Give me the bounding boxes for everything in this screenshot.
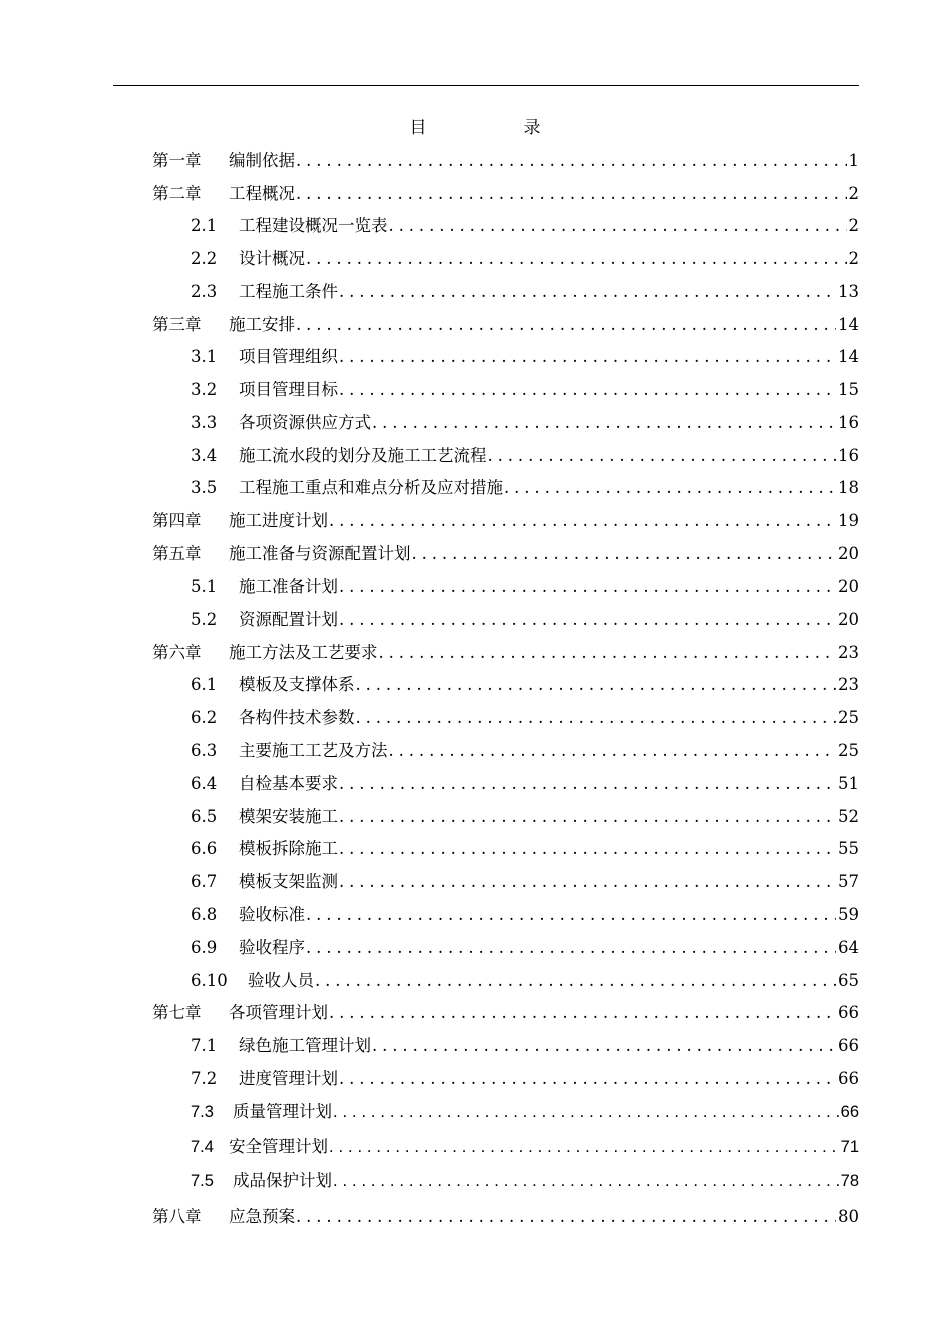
toc-entry-page: 20 (838, 610, 859, 629)
dot-leader (332, 1099, 839, 1125)
dot-leader (338, 771, 836, 797)
dot-leader (314, 968, 836, 994)
toc-entry-number: 6.3 (191, 741, 218, 760)
toc-entry-number: 6.5 (191, 807, 218, 826)
toc-entry-chapter-5[interactable] (152, 541, 859, 567)
dot-leader (355, 705, 837, 731)
toc-entry-number: 第一章 (152, 151, 202, 170)
toc-entry-number: 第五章 (152, 544, 202, 563)
toc-entry-page: 52 (838, 807, 859, 826)
toc-entry-page: 66 (838, 1036, 859, 1055)
toc-entry-page: 78 (840, 1172, 859, 1190)
toc-entry-page: 1 (848, 151, 859, 170)
toc-entry-title: 施工方法及工艺要求 (229, 643, 378, 662)
dot-leader (305, 902, 836, 928)
dot-leader (338, 869, 836, 895)
toc-entry-section-6-6[interactable] (191, 836, 859, 862)
toc-entry-page: 59 (838, 905, 859, 924)
dot-leader (378, 640, 837, 666)
toc-entry-page: 64 (838, 938, 859, 957)
toc-entry-title: 质量管理计划 (233, 1103, 332, 1121)
toc-entry-chapter-4[interactable] (152, 508, 859, 534)
toc-entry-number: 第六章 (152, 643, 202, 662)
toc-entry-section-6-4[interactable] (191, 771, 859, 797)
toc-entry-page: 14 (838, 347, 859, 366)
toc-entry-page: 25 (838, 741, 859, 760)
toc-entry-page: 20 (838, 544, 859, 563)
toc-entry-number: 6.10 (191, 971, 228, 990)
toc-entry-page: 2 (848, 249, 859, 268)
dot-leader (295, 148, 847, 174)
toc-entry-section-6-3[interactable] (191, 738, 859, 764)
toc-entry-title: 各构件技术参数 (239, 708, 355, 727)
toc-entry-page: 55 (838, 839, 859, 858)
dot-leader (338, 1066, 836, 1092)
dot-leader (338, 804, 836, 830)
toc-entry-number: 6.7 (191, 872, 218, 891)
dot-leader (371, 1033, 836, 1059)
dot-leader (332, 1168, 839, 1194)
toc-entry-section-7-1[interactable] (191, 1033, 859, 1059)
toc-entry-number: 7.3 (191, 1103, 214, 1121)
header-rule (113, 85, 859, 86)
toc-entry-page: 71 (840, 1138, 859, 1156)
toc-entry-section-6-5[interactable] (191, 804, 859, 830)
toc-entry-title: 工程建设概况一览表 (239, 216, 388, 235)
toc-entry-chapter-6[interactable] (152, 640, 859, 666)
dot-leader (503, 475, 836, 501)
toc-entry-number: 6.1 (191, 675, 218, 694)
toc-entry-section-7-5[interactable] (191, 1168, 859, 1194)
toc-entry-number: 6.4 (191, 774, 218, 793)
toc-entry-title: 模板支架监测 (239, 872, 338, 891)
dot-leader (355, 672, 837, 698)
dot-leader (338, 377, 836, 403)
dot-leader (328, 508, 836, 534)
dot-leader (295, 181, 847, 207)
toc-entry-title: 模架安装施工 (239, 807, 338, 826)
toc-entry-number: 7.2 (191, 1069, 218, 1088)
toc-entry-page: 66 (838, 1003, 859, 1022)
toc-entry-section-7-2[interactable] (191, 1066, 859, 1092)
toc-entry-title: 进度管理计划 (239, 1069, 338, 1088)
toc-entry-title: 模板拆除施工 (239, 839, 338, 858)
toc-entry-number: 6.9 (191, 938, 218, 957)
toc-entry-section-6-2[interactable] (191, 705, 859, 731)
toc-entry-number: 2.1 (191, 216, 218, 235)
toc-entry-section-5-2[interactable] (191, 607, 859, 633)
toc-entry-page: 13 (838, 282, 859, 301)
toc-entry-title: 编制依据 (229, 151, 295, 170)
toc-entry-chapter-3[interactable] (152, 312, 859, 338)
toc-entry-section-6-8[interactable] (191, 902, 859, 928)
toc-entry-number: 6.2 (191, 708, 218, 727)
toc-entry-title: 工程施工条件 (239, 282, 338, 301)
toc-entry-number: 3.2 (191, 380, 218, 399)
toc-entry-number: 2.3 (191, 282, 218, 301)
dot-leader (338, 344, 836, 370)
toc-entry-section-6-1[interactable] (191, 672, 859, 698)
toc-entry-page: 23 (838, 643, 859, 662)
toc-entry-title: 施工准备与资源配置计划 (229, 544, 411, 563)
toc-entry-title: 工程概况 (229, 184, 295, 203)
toc-entry-chapter-7[interactable] (152, 1000, 859, 1026)
toc-entry-number: 6.6 (191, 839, 218, 858)
dot-leader (295, 1204, 836, 1230)
toc-entry-section-3-3[interactable] (191, 410, 859, 436)
toc-entry-title: 项目管理目标 (239, 380, 338, 399)
toc-entry-number: 第二章 (152, 184, 202, 203)
toc-entry-title: 施工准备计划 (239, 577, 338, 596)
toc-entry-number: 3.4 (191, 446, 218, 465)
toc-entry-title: 自检基本要求 (239, 774, 338, 793)
toc-entry-number: 2.2 (191, 249, 218, 268)
toc-entry-section-6-9[interactable] (191, 935, 859, 961)
toc-entry-title: 施工安排 (229, 315, 295, 334)
toc-entry-number: 5.2 (191, 610, 218, 629)
dot-leader (388, 738, 837, 764)
dot-leader (305, 246, 847, 272)
toc-entry-chapter-2[interactable] (152, 181, 859, 207)
toc-entry-page: 57 (838, 872, 859, 891)
toc-entry-page: 80 (838, 1207, 859, 1226)
toc-entry-section-5-1[interactable] (191, 574, 859, 600)
toc-entry-section-3-4[interactable] (191, 443, 859, 469)
dot-leader (328, 1000, 836, 1026)
dot-leader (338, 279, 836, 305)
toc-entry-page: 19 (838, 511, 859, 530)
toc-entry-page: 51 (838, 774, 859, 793)
toc-entry-title: 验收人员 (248, 971, 314, 990)
dot-leader (411, 541, 837, 567)
toc-entry-number: 第四章 (152, 511, 202, 530)
toc-entry-title: 施工流水段的划分及施工工艺流程 (239, 446, 487, 465)
toc-entry-title: 主要施工工艺及方法 (239, 741, 388, 760)
toc-entry-section-3-1[interactable] (191, 344, 859, 370)
dot-leader (295, 312, 836, 338)
dot-leader (487, 443, 837, 469)
toc-entry-number: 3.1 (191, 347, 218, 366)
toc-entry-section-3-2[interactable] (191, 377, 859, 403)
toc-entry-number: 7.4 (191, 1138, 214, 1156)
toc-entry-chapter-8[interactable] (152, 1204, 859, 1230)
dot-leader (328, 1134, 839, 1160)
toc-entry-number: 7.5 (191, 1172, 214, 1190)
toc-entry-section-7-4[interactable] (191, 1134, 859, 1160)
toc-entry-page: 66 (838, 1069, 859, 1088)
toc-entry-section-2-2[interactable] (191, 246, 859, 272)
toc-entry-page: 18 (838, 478, 859, 497)
toc-entry-page: 14 (838, 315, 859, 334)
toc-entry-page: 2 (848, 216, 859, 235)
toc-title: 目 录 (409, 118, 581, 138)
toc-entry-title: 成品保护计划 (233, 1172, 332, 1190)
toc-entry-section-6-10[interactable] (191, 968, 859, 994)
toc-entry-title: 验收标准 (239, 905, 305, 924)
toc-entry-number: 第三章 (152, 315, 202, 334)
dot-leader (338, 607, 836, 633)
dot-leader (305, 935, 836, 961)
toc-entry-section-7-3[interactable] (191, 1099, 859, 1125)
toc-entry-title: 各项管理计划 (229, 1003, 328, 1022)
toc-entry-title: 资源配置计划 (239, 610, 338, 629)
toc-entry-title: 施工进度计划 (229, 511, 328, 530)
toc-entry-page: 25 (838, 708, 859, 727)
dot-leader (371, 410, 836, 436)
toc-entry-section-3-5[interactable] (191, 475, 859, 501)
toc-entry-number: 3.5 (191, 478, 218, 497)
toc-entry-page: 20 (838, 577, 859, 596)
toc-entry-page: 16 (838, 413, 859, 432)
toc-entry-title: 设计概况 (239, 249, 305, 268)
toc-entry-section-6-7[interactable] (191, 869, 859, 895)
toc-entry-title: 验收程序 (239, 938, 305, 957)
toc-entry-title: 工程施工重点和难点分析及应对措施 (239, 478, 503, 497)
toc-entry-number: 7.1 (191, 1036, 218, 1055)
toc-entry-number: 第七章 (152, 1003, 202, 1022)
toc-entry-page: 16 (838, 446, 859, 465)
toc-entry-number: 3.3 (191, 413, 218, 432)
toc-entry-page: 66 (840, 1103, 859, 1121)
dot-leader (388, 213, 847, 239)
toc-entry-title: 安全管理计划 (229, 1138, 328, 1156)
toc-entry-chapter-1[interactable] (152, 148, 859, 174)
toc-entry-page: 15 (838, 380, 859, 399)
toc-entry-page: 23 (838, 675, 859, 694)
dot-leader (338, 574, 836, 600)
toc-entry-page: 2 (848, 184, 859, 203)
toc-entry-page: 65 (838, 971, 859, 990)
toc-entry-title: 绿色施工管理计划 (239, 1036, 371, 1055)
toc-entry-title: 模板及支撑体系 (239, 675, 355, 694)
dot-leader (338, 836, 836, 862)
toc-entry-number: 5.1 (191, 577, 218, 596)
toc-entry-number: 6.8 (191, 905, 218, 924)
toc-entry-title: 应急预案 (229, 1207, 295, 1226)
toc-entry-number: 第八章 (152, 1207, 202, 1226)
toc-entry-section-2-1[interactable] (191, 213, 859, 239)
toc-entry-title: 项目管理组织 (239, 347, 338, 366)
toc-entry-section-2-3[interactable] (191, 279, 859, 305)
toc-entry-title: 各项资源供应方式 (239, 413, 371, 432)
